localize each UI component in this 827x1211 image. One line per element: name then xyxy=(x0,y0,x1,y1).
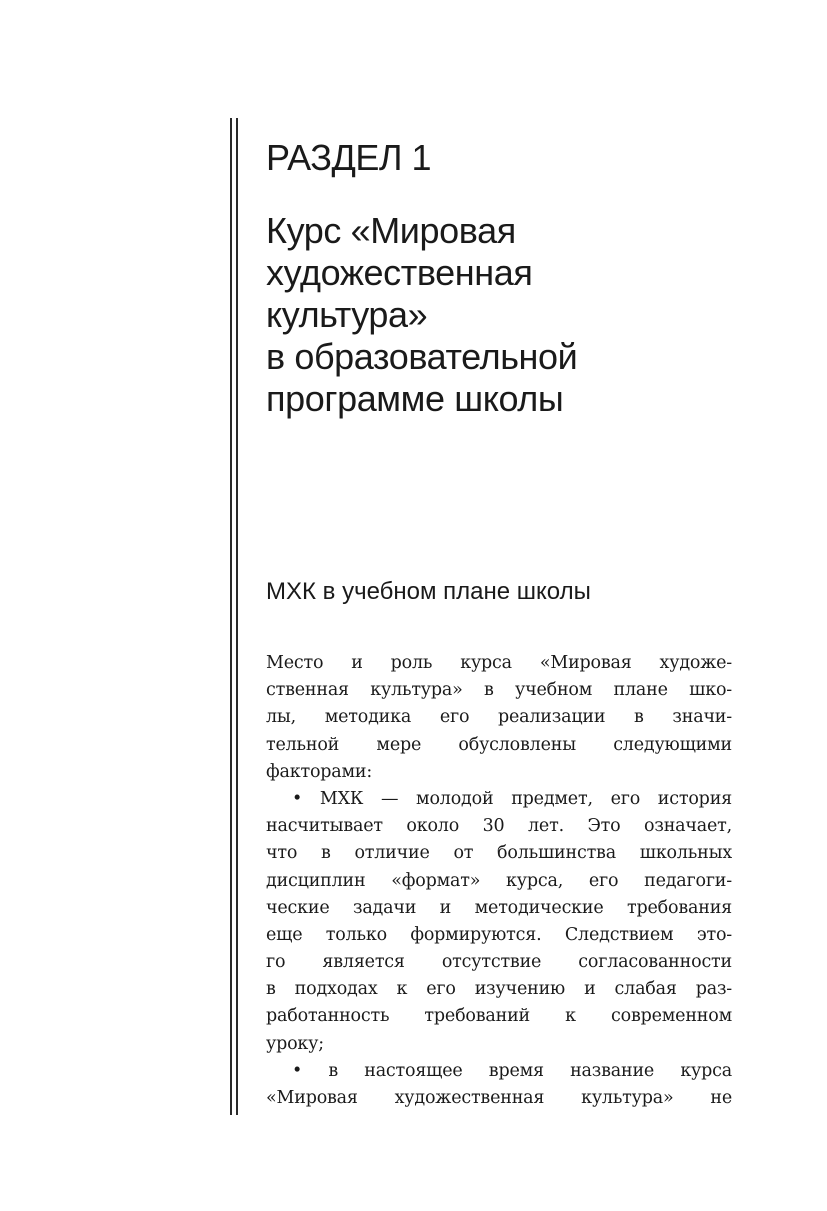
body-line: факторами: xyxy=(266,761,373,782)
body-line: еще только формируются. Следствием это- xyxy=(266,924,732,945)
body-text xyxy=(266,650,732,1112)
section-label: РАЗДЕЛ 1 xyxy=(266,137,431,178)
body-line: ческие задачи и методические требования xyxy=(266,897,732,918)
chapter-title-line: программе школы xyxy=(266,378,564,419)
bullet-item-line: • МХК — молодой предмет, его история xyxy=(292,788,732,809)
body-line: работанность требований к современном xyxy=(266,1006,732,1027)
chapter-title-line: в образовательной xyxy=(266,336,578,377)
body-line: «Мировая художественная культура» не xyxy=(266,1088,732,1108)
bullet-item-line: • в настоящее время название курса xyxy=(292,1060,732,1081)
body-line: насчитывает около 30 лет. Это означает, xyxy=(266,816,732,837)
chapter-title-line: культура» xyxy=(266,294,428,335)
left-margin-rule-outer xyxy=(230,118,232,1115)
left-margin-rule-inner xyxy=(236,118,238,1115)
body-line: Место и роль курса «Мировая художе- xyxy=(266,653,732,673)
body-line: тельной мере обусловлены следующими xyxy=(266,734,732,755)
body-line: что в отличие от большинства школьных xyxy=(266,843,732,864)
chapter-title-line: художественная xyxy=(266,252,533,293)
body-line: лы, методика его реализации в значи- xyxy=(266,707,732,728)
body-line: ственная культура» в учебном плане шко- xyxy=(266,680,732,701)
chapter-title-line: Курс «Мировая xyxy=(266,210,516,251)
subsection-heading: МХК в учебном плане школы xyxy=(266,578,591,605)
body-line: уроку; xyxy=(266,1033,324,1054)
chapter-title xyxy=(266,210,716,420)
body-line: го является отсутствие согласованности xyxy=(266,952,732,973)
body-line: дисциплин «формат» курса, его педагоги- xyxy=(266,870,732,891)
body-line: в подходах к его изучению и слабая раз- xyxy=(266,979,732,1000)
